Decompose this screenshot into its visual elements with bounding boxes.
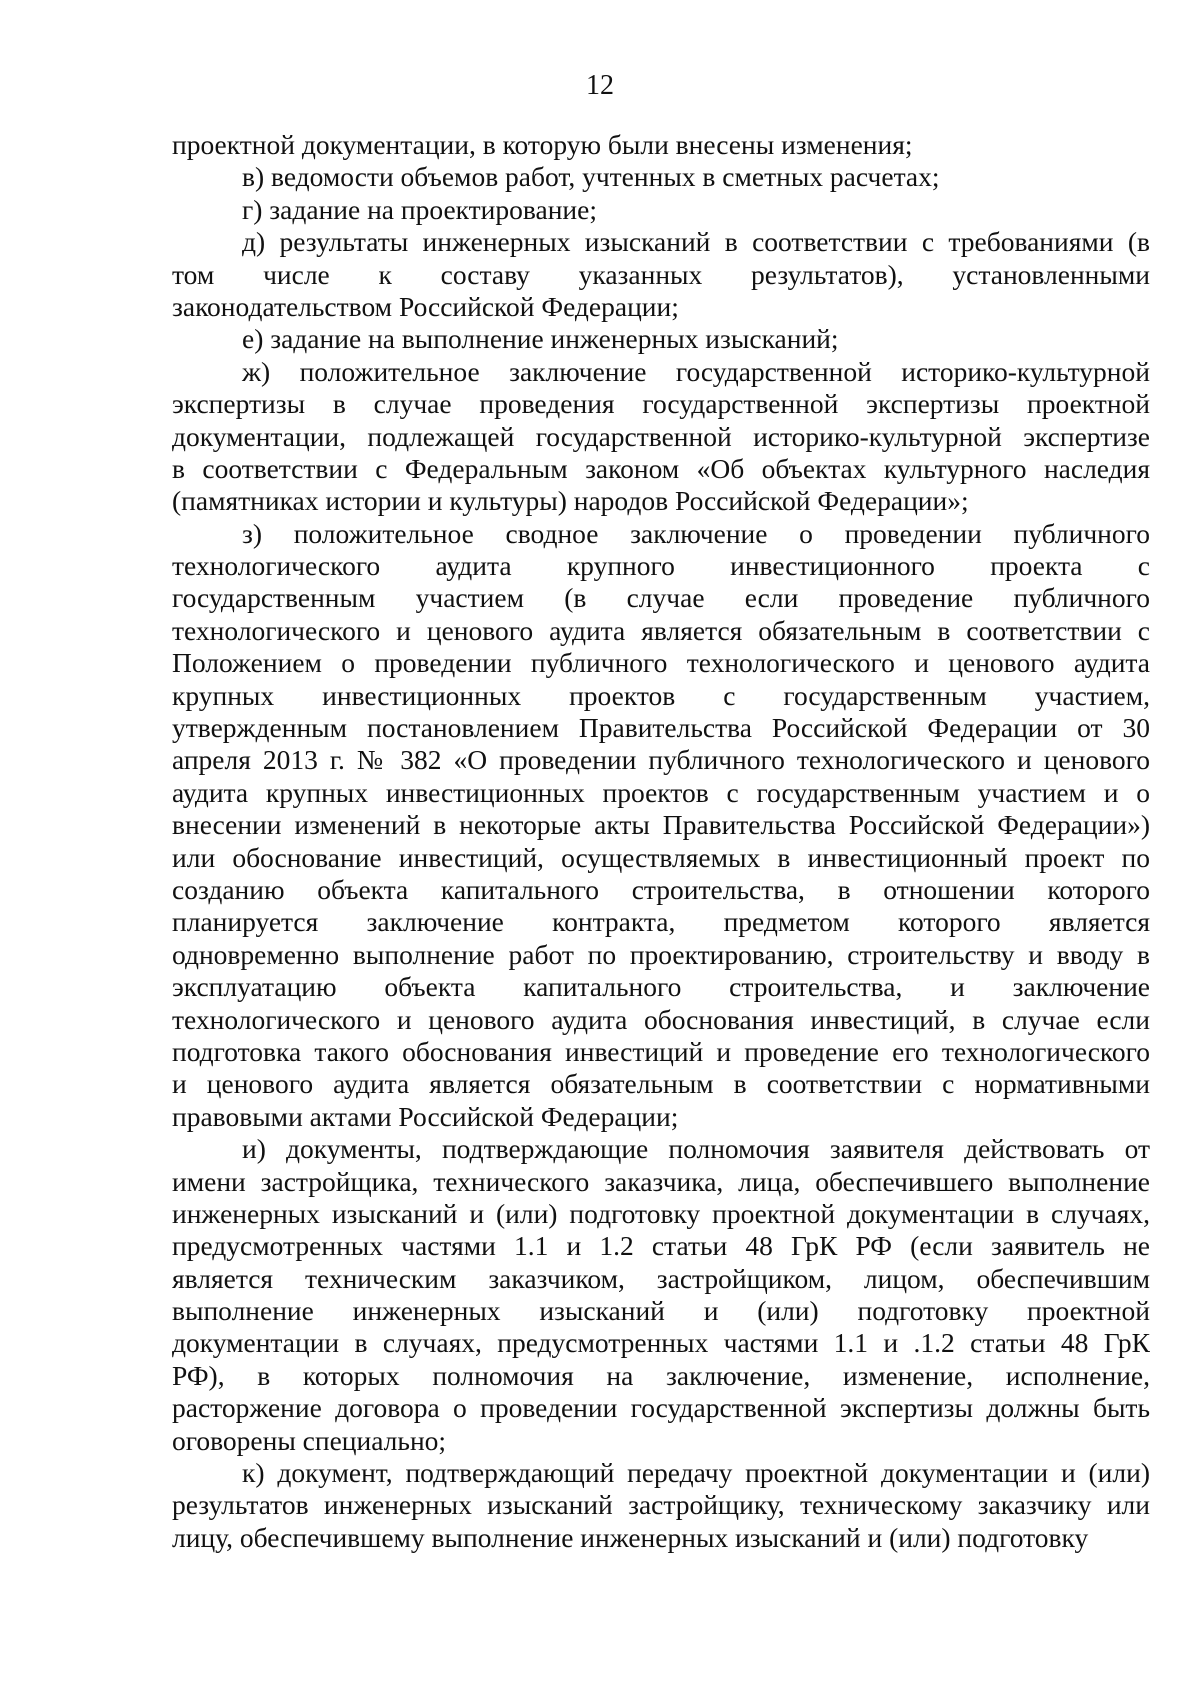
paragraph [172,356,1150,518]
text-line: предусмотренных частями 1.1 и 1.2 статьи 48 ГрК РФ (если заявитель не [172,1230,1150,1262]
text-line: экспертизы в случае проведения государственной экспертизы проектной [172,388,1150,420]
text-line: планируется заключение контракта, предметом которого является [172,906,1150,938]
text-line: и ценового аудита является обязательным в соответствии с нормативными [172,1068,1150,1100]
text-line: крупных инвестиционных проектов с государственным участием, [172,679,1150,711]
text-line: подготовка такого обоснования инвестиций и проведение его технологического [172,1035,1150,1067]
text-line: созданию объекта капитального строительства, в отношении которого [172,873,1150,905]
text-line: эксплуатацию объекта капитального строительства, и заключение [172,971,1150,1003]
paragraph [172,1133,1150,1457]
text-line: (памятниках истории и культуры) народов Российской Федерации»; [172,485,969,517]
text-line: к) документ, подтверждающий передачу проектной документации и (или) [242,1457,1150,1489]
text-line: технологического и ценового аудита обоснования инвестиций, в случае если [172,1003,1150,1035]
text-line: в) ведомости объемов работ, учтенных в сметных расчетах; [242,161,940,193]
text-line: правовыми актами Российской Федерации; [172,1100,679,1132]
text-line: внесении изменений в некоторые акты Правительства Российской Федерации») [172,809,1150,841]
text-line: Положением о проведении публичного технологического и ценового аудита [172,647,1150,679]
text-line: г) задание на проектирование; [242,193,597,225]
text-line: д) результаты инженерных изысканий в соответствии с требованиями (в [242,226,1150,258]
text-line: в соответствии с Федеральным законом «Об объектах культурного наследия [172,452,1150,484]
text-line: апреля 2013 г. № 382 «О проведении публичного технологического и ценового [172,744,1150,776]
text-line: утвержденным постановлением Правительства Российской Федерации от 30 [172,712,1150,744]
text-line: документации в случаях, предусмотренных частями 1.1 и .1.2 статьи 48 ГрК [172,1327,1150,1359]
paragraph [172,129,1150,161]
paragraph [172,194,1150,226]
text-line: или обоснование инвестиций, осуществляемых в инвестиционный проект по [172,841,1150,873]
text-line: ж) положительное заключение государственной историко-культурной [242,355,1150,387]
text-line: имени застройщика, технического заказчика, лица, обеспечившего выполнение [172,1165,1150,1197]
paragraph [172,1457,1150,1554]
text-line: расторжение договора о проведении государственной экспертизы должны быть [172,1392,1150,1424]
paragraph [172,518,1150,1133]
text-line: выполнение инженерных изысканий и (или) подготовку проектной [172,1295,1150,1327]
paragraph [172,226,1150,323]
text-line: технологического аудита крупного инвестиционного проекта с [172,550,1150,582]
text-line: одновременно выполнение работ по проектированию, строительству и вводу в [172,938,1150,970]
text-line: является техническим заказчиком, застройщиком, лицом, обеспечившим [172,1262,1150,1294]
text-line: е) задание на выполнение инженерных изысканий; [242,323,839,355]
document-body [172,129,1150,1554]
text-line: документации, подлежащей государственной историко-культурной экспертизе [172,420,1150,452]
text-line: проектной документации, в которую были внесены изменения; [172,129,913,160]
text-line: том числе к составу указанных результатов), установленными [172,258,1150,290]
text-line: з) положительное сводное заключение о проведении публичного [242,517,1150,549]
text-line: законодательством Российской Федерации; [172,290,679,322]
text-line: лицу, обеспечившему выполнение инженерных изысканий и (или) подготовку [172,1521,1089,1553]
text-line: технологического и ценового аудита является обязательным в соответствии с [172,614,1150,646]
text-line: оговорены специально; [172,1424,447,1456]
text-line: государственным участием (в случае если проведение публичного [172,582,1150,614]
text-line: инженерных изысканий и (или) подготовку проектной документации в случаях, [172,1197,1150,1229]
paragraph [172,323,1150,355]
paragraph [172,161,1150,193]
text-line: аудита крупных инвестиционных проектов с государственным участием и о [172,776,1150,808]
text-line: РФ), в которых полномочия на заключение, изменение, исполнение, [172,1359,1150,1391]
page-number: 12 [586,70,614,101]
text-line: результатов инженерных изысканий застройщику, техническому заказчику или [172,1489,1150,1521]
text-line: и) документы, подтверждающие полномочия заявителя действовать от [242,1133,1150,1165]
